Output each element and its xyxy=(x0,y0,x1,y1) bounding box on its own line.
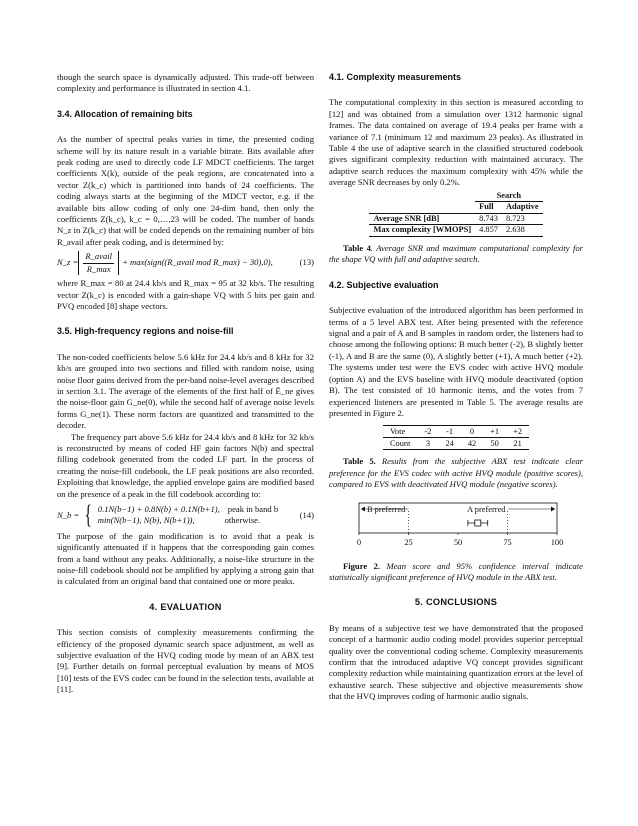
table4-row-label: Max complexity [WMOPS] xyxy=(369,225,475,237)
table4-cell: 2.638 xyxy=(502,225,543,237)
section-heading-4-1: 4.1. Complexity measurements xyxy=(329,72,462,82)
eq13-floor xyxy=(78,251,119,275)
x-tick-label: 50 xyxy=(453,537,463,547)
table4-caption-label: Table 4 xyxy=(343,243,371,254)
paragraph-3-4-a: As the number of spectral peaks varies in time, the presented coding scheme will by its nature result in a variable bitrate. Bits available after peak coding are used to directly code LF MDCT coefficients. The target coefficients X(k), outside of the peak regions, are concatenated into a vector Z(k_c) which is partitioned into bands of 24 coefficients. The coding always starts at the beginning of the MDCT vector, e.g. if the available bits allow coding of only one 24-dim band, then only the coefficients Z(k_c), k_c = 0,…,23 will be coded. The number of bands N_z in Z(k_c) that will be coded depends on the remaining number of bits R_avail after peak coding, and is determined by: xyxy=(57,134,314,247)
table5-caption-label: Table 5. xyxy=(343,456,376,467)
table-5 xyxy=(383,425,529,450)
eq14-row2: min(N(b−1), N(b), N(b+1)), xyxy=(97,515,195,526)
table5-cell: 24 xyxy=(438,438,460,450)
x-tick-label: 75 xyxy=(503,537,512,547)
figure-2-caption xyxy=(329,561,583,584)
mean-marker xyxy=(475,520,481,526)
figure-2-svg xyxy=(329,499,583,555)
eq14-row1: 0.1N(b−1) + 0.8N(b) + 0.1N(b+1), xyxy=(97,504,220,514)
table-row xyxy=(383,438,529,450)
section-heading-4-2: 4.2. Subjective evaluation xyxy=(329,279,439,290)
paragraph-continuation: though the search space is dynamically adjusted. This trade-off between complexity and performance is illustrated in section 4.1. xyxy=(57,72,314,94)
table5-caption-text: Results from the subjective ABX test indicate clear preference for the EVS codec with active HVQ module (positive scores), compared to EVS with deactivated HVQ module (negative scores). xyxy=(329,456,583,490)
table5-cell: -1 xyxy=(438,426,460,438)
table4-group-header: Search xyxy=(475,191,542,202)
eq14-case-1 xyxy=(98,504,278,515)
paragraph-3-4-b: where R_max = 80 at 24.4 kb/s and R_max = 95 at 32 kb/s. The resulting vector Z(k_c) is encoded with a gain-shape VQ with 5 bits per gain and PVQ encoded [8] shape vectors. xyxy=(57,278,314,311)
eq14-row2-cond: otherwise. xyxy=(224,515,261,526)
table4-cell: 8.743 xyxy=(475,213,502,225)
table4-col-adaptive: Adaptive xyxy=(502,202,543,214)
figure2-caption-text: Mean score and 95% confidence interval indicate statistically significant preference of HVQ module in the ABX test. xyxy=(329,560,583,582)
paragraph-3-5-a: The non-coded coefficients below 5.6 kHz for 24.4 kb/s and 8 kHz for 32 kb/s are grouped into two sections and filled with random noise, using noise floor gains derived from the per-band noise-level averages described in section 3.1. The average of the elements of the first half of Ē_ne gives the noise-floor gain G_ne(0), while the second half of average noise levels forms G_ne(1). These norm factors are quantized and transmitted to the decoder. xyxy=(57,351,314,431)
left-column xyxy=(57,72,314,696)
annotation-b-preferred: B preferred xyxy=(367,504,406,514)
table5-cell: 0 xyxy=(461,426,483,438)
b-preferred-arrowhead xyxy=(361,506,365,511)
table4-cell: 4.857 xyxy=(475,225,502,237)
paragraph-4: This section consists of complexity measurements confirming the efficiency of the proposed dynamic search space adjustment, as well as subjective evaluation of the HVQ coding mode by mean of an ABX test [9]. Further details on formal perceptual evaluation by means of MOS [10] tests of the EVS codec can be found in the selection tests, available at [11]. xyxy=(57,627,314,695)
table5-count-label: Count xyxy=(383,438,417,450)
section-heading-3-4: 3.4. Allocation of remaining bits xyxy=(57,108,193,119)
table5-cell: 21 xyxy=(506,438,529,450)
paragraph-4-2: Subjective evaluation of the introduced algorithm has been performed in terms of a 5 level ABX test. After being presented with the reference signal and a pair of A and B samples in random order, the listeners had to choose among the following options: B much better (-2), B slightly better (-1), A and B are the same (0), A slightly better (+1), A much better (+2). The systems under test were the EVS codec with active HVQ module (option A) and the EVS baseline with HVQ module deactivated (option B). The test consisted of 10 harmonic items, and the votes from 7 experienced listeners are presented in Table 5. The average results are presented in Figure 2. xyxy=(329,305,583,418)
right-column xyxy=(329,72,583,703)
table-row xyxy=(383,426,529,438)
equation-14 xyxy=(57,500,314,530)
table5-cell: -2 xyxy=(417,426,438,438)
eq14-cases xyxy=(98,504,278,527)
table-row xyxy=(369,225,542,237)
table4-caption-text: . Average SNR and maximum computational complexity for the shape VQ with full and adaptive search. xyxy=(329,243,583,265)
eq14-lhs: N_b = xyxy=(57,509,80,520)
table5-cell: 3 xyxy=(417,438,438,450)
eq13-numerator: R_avail xyxy=(83,251,114,263)
paragraph-3-5-b: The frequency part above 5.6 kHz for 24.4 kb/s and 8 kHz for 32 kb/s is reconstructed by means of coded HF gain factors N(b) and spectral filling codebook generated from the coded LF part. In the process of creating the noise-fill codebook, the LF peak positions are also recorded. Exploiting that knowledge, the applied envelope gains are modified based on the presence of a peak in the fill codebook according to: xyxy=(57,431,314,499)
eq13-rhs: + max(sign((R_avail mod R_max) − 30),0), xyxy=(122,257,273,268)
table-row xyxy=(369,213,542,225)
table5-cell: 50 xyxy=(483,438,506,450)
table4-row-label: Average SNR [dB] xyxy=(369,213,475,225)
table-4-caption xyxy=(329,243,583,266)
figure2-caption-label: Figure 2. xyxy=(343,560,381,571)
table-5-caption xyxy=(329,456,583,490)
figure-2-chart xyxy=(329,499,583,555)
table5-vote-label: Vote xyxy=(383,426,417,438)
paragraph-4-1: The computational complexity in this section is measured according to [12] and was obtained from a simulation over 1312 harmonic signal frames. The data contained on average of 19.4 peaks per frame with a variance of 7.1 (minimum 12 and maximum 23 peaks). As illustrated in Table 4 the use of adaptive search in the classified structured codebook gives significant complexity reduction with maintained accuracy. The adaptive search reduces the maximum complexity with 45% while the average SNR decreases by only 0.2%. xyxy=(329,97,583,188)
eq14-case-2 xyxy=(98,515,278,526)
eq14-row1-cond: peak in band b xyxy=(227,504,279,514)
annotation-a-preferred: A preferred xyxy=(467,504,506,514)
eq14-number: (14) xyxy=(299,509,314,520)
x-tick-label: 25 xyxy=(404,537,413,547)
equation-13 xyxy=(57,251,314,275)
x-tick-label: 100 xyxy=(550,537,564,547)
eq13-number: (13) xyxy=(299,257,314,268)
table4-col-full: Full xyxy=(475,202,502,214)
eq13-lhs: N_z = xyxy=(57,257,79,268)
table-4 xyxy=(369,191,542,237)
eq13-fraction xyxy=(83,251,114,275)
paragraph-5: By means of a subjective test we have demonstrated that the proposed concept of a harmonic audio coding model provides superior perceptual quality over the conventional coding scheme. Complexity measurements confirm that the introduced adaptive VQ concept provides significant complexity reduction while maintaining quantization errors at the level of exhaustive search. These subjective and objective measurements show that the HVQ improves coding of harmonic audio signals. xyxy=(329,622,583,702)
table5-cell: +2 xyxy=(506,426,529,438)
paragraph-3-5-c: The purpose of the gain modification is to avoid that a peak is significantly attenuated if it happens that the corresponding gain comes from a band without any peaks. Additionally, a noise-like structure in the noise-fill codebook should not be amplified by applying a strong gain that is calculated from an original band that contained one or more peaks. xyxy=(57,530,314,587)
section-heading-4: 4. EVALUATION xyxy=(149,601,222,612)
table5-cell: +1 xyxy=(483,426,506,438)
section-heading-3-5: 3.5. High-frequency regions and noise-fill xyxy=(57,326,234,337)
eq14-brace: { xyxy=(84,500,93,530)
section-heading-5: 5. CONCLUSIONS xyxy=(414,597,498,608)
table4-cell: 8.723 xyxy=(502,213,543,225)
table5-cell: 42 xyxy=(461,438,483,450)
x-tick-label: 0 xyxy=(356,537,362,547)
eq13-denominator: R_max xyxy=(86,263,111,274)
